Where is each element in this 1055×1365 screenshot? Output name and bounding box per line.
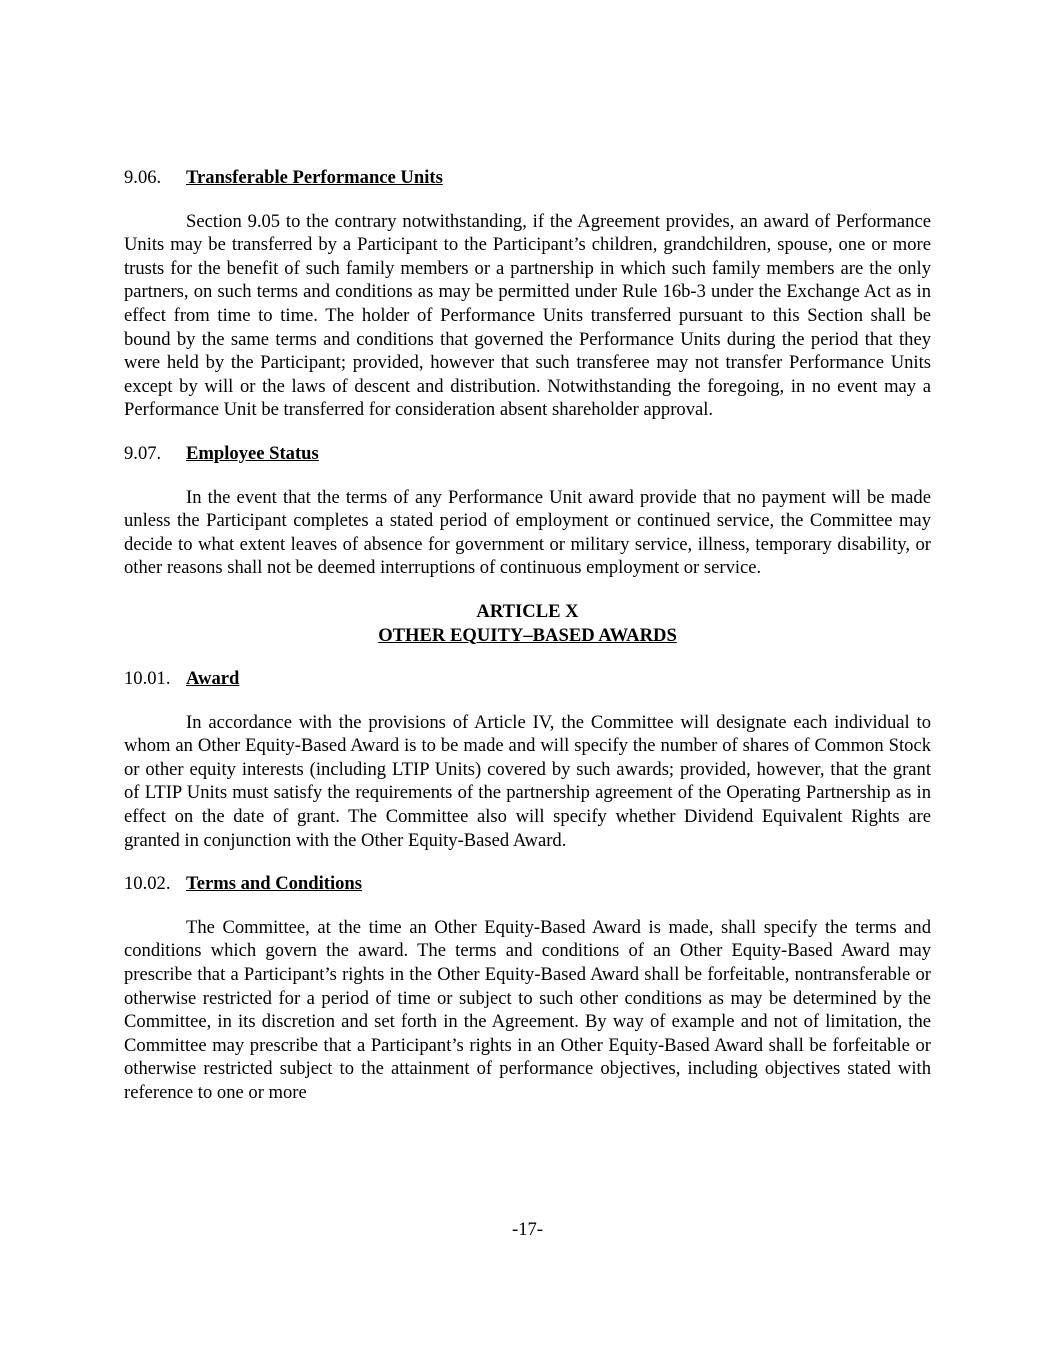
section-paragraph: In the event that the terms of any Performance Unit award provide that no payment will be made unless the Participant completes a stated period of employment or continued service, the Committee may decide to what extent leaves of absence for government or military service, illness, temporary disability, or other reasons shall not be deemed interruptions of continuous employment or service.: [124, 486, 931, 579]
document-page: [124, 166, 931, 1125]
section-heading-10-02: [124, 872, 931, 896]
section-heading-10-01: [124, 667, 931, 691]
section-title: Transferable Performance Units: [186, 167, 443, 188]
section-heading-9-06: [124, 166, 931, 190]
article-title: OTHER EQUITY–BASED AWARDS: [378, 624, 677, 646]
section-paragraph: In accordance with the provisions of Article IV, the Committee will designate each individual to whom an Other Equity-Based Award is to be made and will specify the number of shares of Common Stock or other equity interests (including LTIP Units) covered by such awards; provided, however, that the grant of LTIP Units must satisfy the requirements of the partnership agreement of the Operating Partnership as in effect on the date of grant. The Committee also will specify whether Dividend Equivalent Rights are granted in conjunction with the Other Equity-Based Award.: [124, 711, 931, 851]
section-paragraph: The Committee, at the time an Other Equity-Based Award is made, shall specify the terms and conditions which govern the award. The terms and conditions of an Other Equity-Based Award may prescribe that a Participant’s rights in the Other Equity-Based Award shall be forfeitable, nontransferable or otherwise restricted for a period of time or subject to such other conditions as may be determined by the Committee, in its discretion and set forth in the Agreement. By way of example and not of limitation, the Committee may prescribe that a Participant’s rights in an Other Equity-Based Award shall be forfeitable or otherwise restricted subject to the attainment of performance objectives, including objectives stated with reference to one or more: [124, 916, 931, 1103]
section-heading-9-07: [124, 442, 931, 466]
section-number: 9.06.: [124, 167, 162, 188]
article-label: ARTICLE X: [476, 600, 579, 622]
article-heading: [124, 600, 931, 647]
section-number: 9.07.: [124, 442, 162, 464]
section-title: Terms and Conditions: [186, 873, 363, 895]
section-title: Award: [186, 668, 240, 690]
page-number: -17-: [512, 1219, 543, 1240]
section-number: 10.01.: [124, 668, 171, 690]
section-number: 10.02.: [124, 873, 171, 895]
section-paragraph: Section 9.05 to the contrary notwithstanding, if the Agreement provides, an award of Performance Units may be transferred by a Participant to the Participant’s children, grandchildren, spouse, one or more trusts for the benefit of such family members or a partnership in which such family members are the only partners, on such terms and conditions as may be permitted under Rule 16b-3 under the Exchange Act as in effect from time to time. The holder of Performance Units transferred pursuant to this Section shall be bound by the same terms and conditions that governed the Performance Units during the period that they were held by the Participant; provided, however that such transferee may not transfer Performance Units except by will or the laws of descent and distribution. Notwithstanding the foregoing, in no event may a Performance Unit be transferred for consideration absent shareholder approval.: [124, 210, 931, 421]
section-title: Employee Status: [186, 442, 319, 464]
